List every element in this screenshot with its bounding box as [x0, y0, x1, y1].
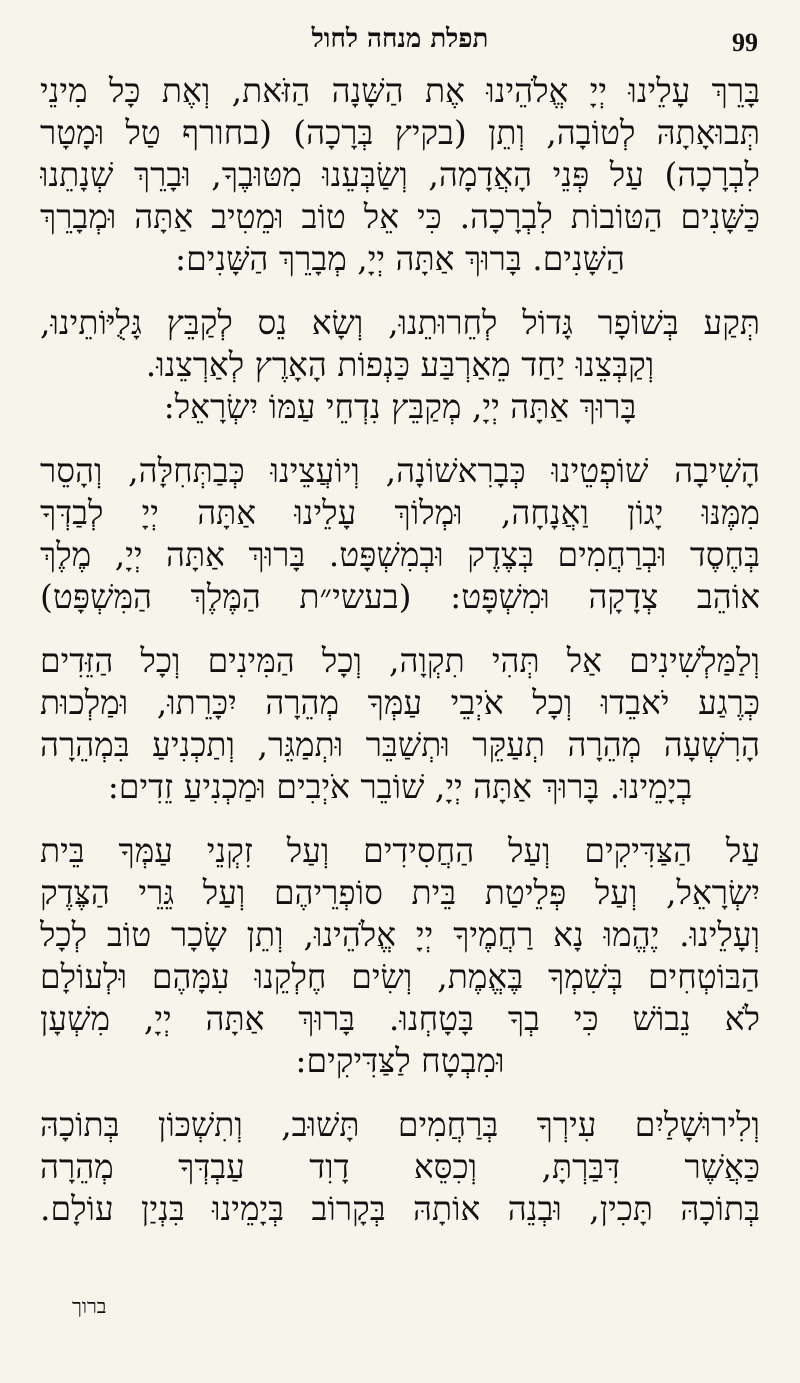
blessing-rebuilding-jerusalem — [40, 1104, 760, 1230]
text-line: לֹא נֵבוֹשׁ כִּי בְךָ בָּטָחְנוּ. בָּרוּךְ אַתָּה יְיָ, מִשְׁעָן — [40, 999, 760, 1038]
text-line: בְיָמֵינוּ. בָּרוּךְ אַתָּה יְיָ, שׁוֹבֵר אֹיְבִים וּמַכְנִיעַ זֵדִים: — [107, 767, 693, 806]
text-line: כַּשָּׁנִים הַטּוֹבוֹת לִבְרָכָה. כִּי אֵל טוֹב וּמֵטִיב אַתָּה וּמְבָרֵךְ — [40, 197, 760, 236]
blessing-restoration-of-justice — [40, 450, 760, 618]
page-header — [40, 22, 760, 62]
text-line: תְּבוּאָתָהּ לְטוֹבָה, וְתֵן (בקיץ בְּרָכָה) (בחורף טַל וּמָטָר — [40, 113, 760, 152]
prayer-text — [40, 70, 760, 1252]
text-line: הָרִשְׁעָה מְהֵרָה תְעַקֵּר וּתְשַׁבֵּר וּתְמַגֵּר, וְתַכְנִיעַ בִּמְהֵרָה — [40, 725, 760, 764]
text-line: עַל הַצַּדִּיקִים וְעַל הַחֲסִידִים וְעַל זִקְנֵי עַמְּךָ בֵּית — [40, 831, 760, 870]
text-line: יִשְׂרָאֵל, וְעַל פְּלֵיטַת בֵּית סוֹפְרֵיהֶם וְעַל גֵּרֵי הַצֶּדֶק — [40, 873, 760, 912]
text-line: אוֹהֵב צְדָקָה וּמִשְׁפָּט: (בעשי״ת הַמֶּלֶךְ הַמִּשְׁפָּט) — [40, 577, 760, 616]
blessing-of-the-years — [40, 70, 760, 280]
blessing-of-the-righteous — [40, 830, 760, 1082]
blessing-ingathering-of-exiles — [40, 302, 760, 428]
text-line: לִבְרָכָה) עַל פְּנֵי הָאֲדָמָה, וְשַׂבְּעֵנוּ מִטּוּבֶךָ, וּבָרֵךְ שְׁנָתֵנוּ — [40, 155, 760, 194]
text-line: בְּחֶסֶד וּבְרַחֲמִים בְּצֶדֶק וּבְמִשְׁפָּט. בָּרוּךְ אַתָּה יְיָ, מֶלֶךְ — [40, 535, 760, 574]
text-line: וְקַבְּצֵנוּ יַחַד מֵאַרְבַּע כַּנְפוֹת הָאָרֶץ לְאַרְצֵנוּ. — [145, 345, 655, 384]
text-line: מִמֶּנּוּ יָגוֹן וַאֲנָחָה, וּמְלוֹךְ עָלֵינוּ אַתָּה יְיָ לְבַדְּךָ — [40, 493, 760, 532]
text-line: תְּקַע בְּשׁוֹפָר גָּדוֹל לְחֵרוּתֵנוּ, וְשָׂא נֵס לְקַבֵּץ גָּלֻיּוֹתֵינוּ, — [40, 303, 760, 342]
running-head-title: תפלת מנחה לחול — [311, 24, 489, 54]
text-line: הַשָּׁנִים. בָּרוּךְ אַתָּה יְיָ, מְבָרֵךְ הַשָּׁנִים: — [174, 239, 626, 278]
text-line: וְעָלֵינוּ. יֶהֱמוּ נָא רַחֲמֶיךָ יְיָ אֱלֹהֵינוּ, וְתֵן שָׂכָר טוֹב לְכָל — [40, 915, 760, 954]
text-line: כַּאֲשֶׁר דִּבַּרְתָּ, וְכִסֵּא דָוִד עַבְדְּךָ מְהֵרָה — [40, 1147, 760, 1186]
catchword: ברוך — [72, 1294, 107, 1318]
blessing-against-slanderers — [40, 640, 760, 808]
text-line: וּמִבְטָח לַצַּדִּיקִים: — [295, 1041, 505, 1080]
text-line: הַבּוֹטְחִים בְּשִׁמְךָ בֶּאֱמֶת, וְשִׂים חֶלְקֵנוּ עִמָּהֶם וּלְעוֹלָם — [40, 957, 760, 996]
text-line: כְּרֶגַע יֹאבֵדוּ וְכָל אֹיְבֵי עַמְּךָ מְהֵרָה יִכָּרֵתוּ, וּמַלְכוּת — [40, 683, 760, 722]
text-line: וְלַמַּלְשִׁינִים אַל תְּהִי תִקְוָה, וְכָל הַמִּינִים וְכָל הַזֵּדִים — [40, 641, 760, 680]
text-line: בְּתוֹכָהּ תָּכִין, וּבְנֵה אוֹתָהּ בְּקָרוֹב בְּיָמֵינוּ בִּנְיַן עוֹלָם. — [40, 1189, 760, 1228]
page-number: 99 — [732, 28, 758, 57]
text-line: בָּרֵךְ עָלֵינוּ יְיָ אֱלֹהֵינוּ אֶת הַשָּׁנָה הַזֹּאת, וְאֶת כָּל מִינֵי — [40, 71, 760, 110]
text-line: הָשִׁיבָה שׁוֹפְטֵינוּ כְּבָרִאשׁוֹנָה, וְיוֹעֲצֵינוּ כְּבַתְּחִלָּה, וְהָסֵר — [40, 451, 760, 490]
text-line: וְלִירוּשָׁלַיִם עִירְךָ בְּרַחֲמִים תָּשׁוּב, וְתִשְׁכּוֹן בְּתוֹכָהּ — [40, 1105, 760, 1144]
text-line: בָּרוּךְ אַתָּה יְיָ, מְקַבֵּץ נִדְחֵי עַמּוֹ יִשְׂרָאֵל: — [163, 387, 637, 426]
